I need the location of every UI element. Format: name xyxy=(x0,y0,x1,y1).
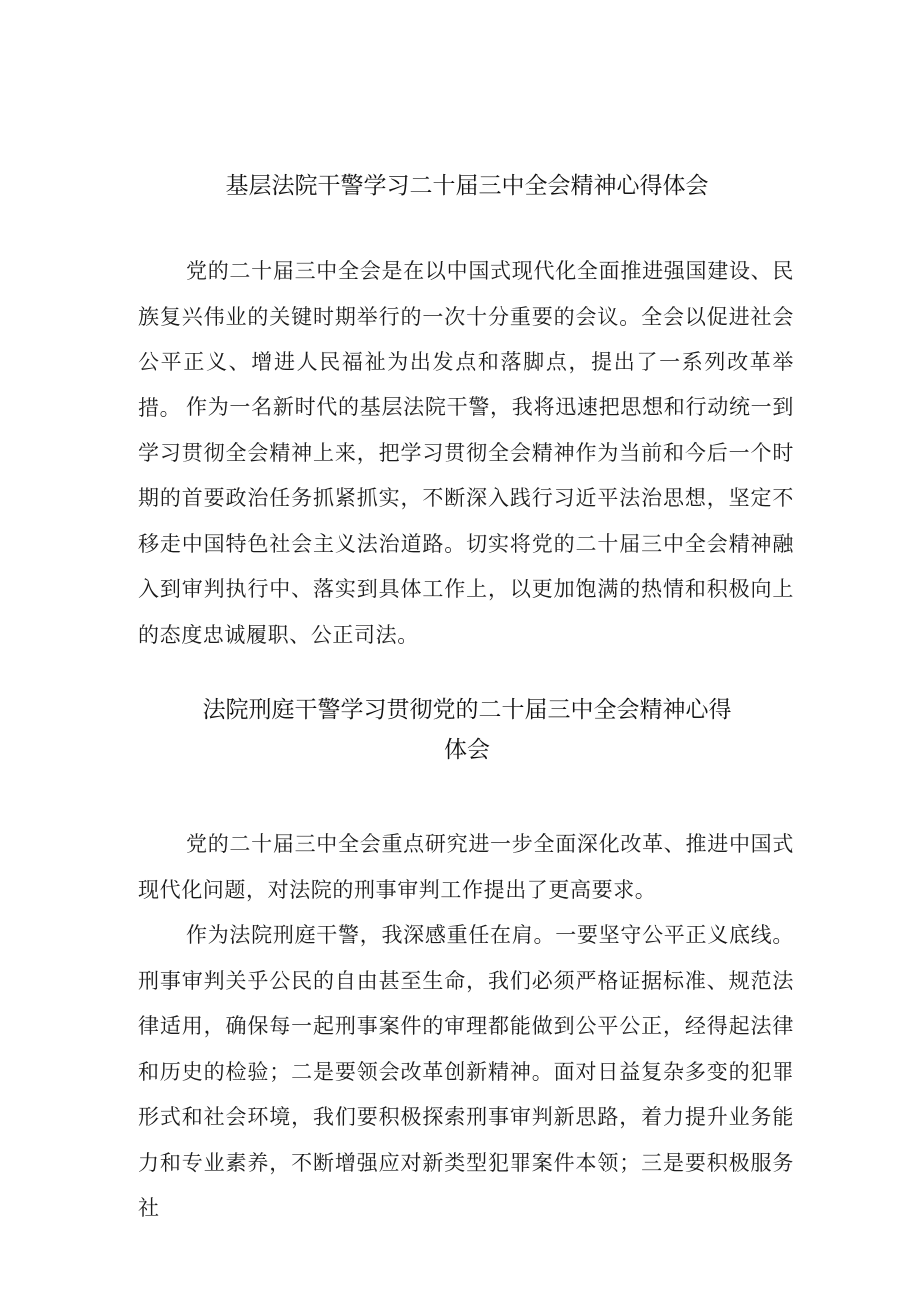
section-1-paragraph-2: 作为一名新时代的基层法院干警，我将迅速把思想和行动统一到学习贯彻全会精神上来，把学习贯彻全会精神作为当前和今后一个时期的首要政治任务抓紧抓实，不断深入践行习近平法治思想，坚定不移走中国特色社会主义法治道路。切实将党的二十届三中全会精神融入到审判执行中、落实到具体工作上，以更加饱满的热情和积极向上的态度忠诚履职、公正司法。 xyxy=(138,395,794,647)
section-2-title xyxy=(138,690,796,770)
section-2-paragraph-2: 作为法院刑庭干警，我深感重任在肩。一要坚守公平正义底线。刑事审判关乎公民的自由甚至生命，我们必须严格证据标准、规范法律适用，确保每一起刑事案件的审理都能做到公平公正，经得起法律和历史的检验；二是要领会改革创新精神。面对日益复杂多变的犯罪形式和社会环境，我们要积极探索刑事审判新思路，着力提升业务能力和专业素养，不断增强应对新类型犯罪案件本领；三是要积极服务社 xyxy=(138,923,794,1220)
section-1-title: 基层法院干警学习二十届三中全会精神心得体会 xyxy=(225,173,709,199)
section-1-paragraph-1: 党的二十届三中全会是在以中国式现代化全面推进强国建设、民族复兴伟业的关键时期举行的一次十分重要的会议。全会以促进社会公平正义、增进人民福祉为出发点和落脚点，提出了一系列改革举措。 xyxy=(138,259,794,420)
section-2-title-line-1: 法院刑庭干警学习贯彻党的二十届三中全会精神心得 xyxy=(202,697,732,723)
section-2-title-line-2: 体会 xyxy=(444,737,490,763)
section-2-paragraph-1: 党的二十届三中全会重点研究进一步全面深化改革、推进中国式现代化问题，对法院的刑事审判工作提出了更高要求。 xyxy=(138,832,794,902)
